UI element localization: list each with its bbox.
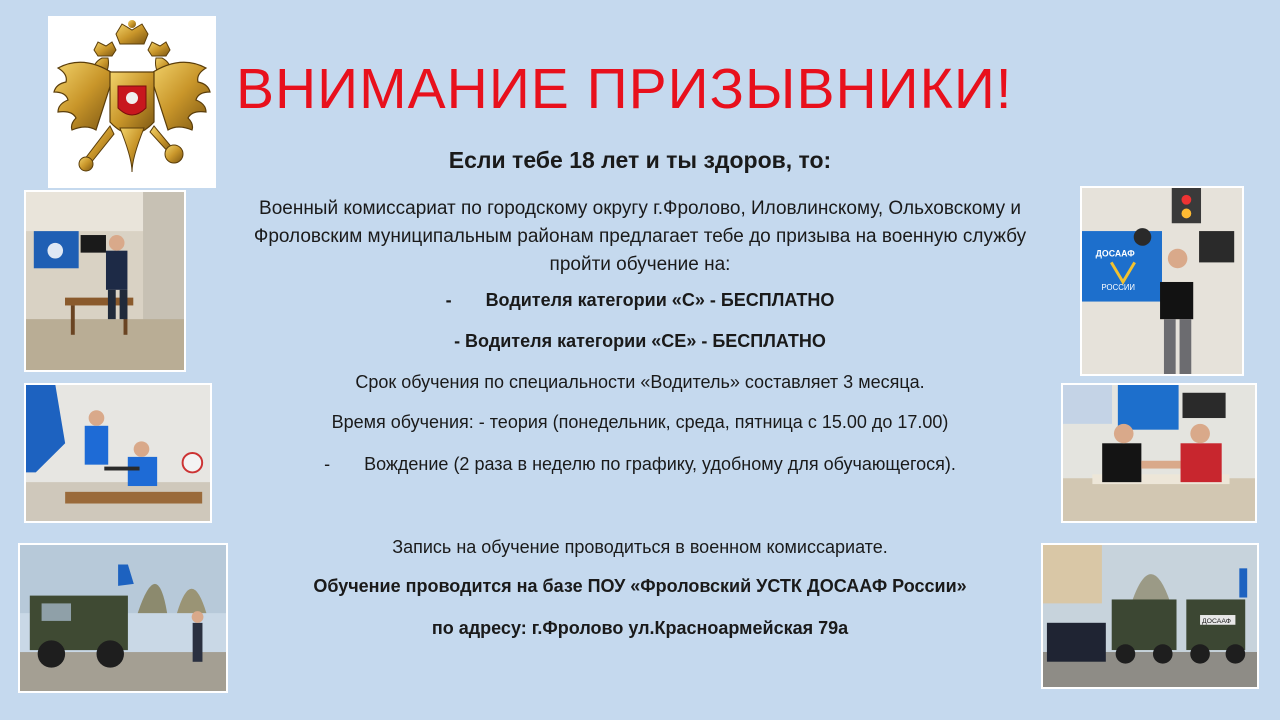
course-label: Водителя категории «С» - БЕСПЛАТНО [485, 290, 835, 310]
kettlebell-photo [1080, 186, 1244, 376]
subtitle: Если тебе 18 лет и ты здоров, то: [448, 147, 832, 173]
flag-label-russia: РОССИИ [1101, 282, 1136, 292]
schedule-text: Время обучения: - теория (понедельник, среда, пятница с 15.00 до 17.00) [331, 412, 949, 432]
intro-paragraph: Военный комиссариат по городскому округу г.Фролово, Иловлинскому, Ольховскому и Фроловским муниципальным районам предлагает тебе до призыва на военную службу пройти обучение на: [253, 198, 1027, 275]
arm-wrestling-photo [1061, 383, 1257, 523]
flag-label: ДОСААФ [1095, 248, 1135, 259]
course-item-c [230, 290, 1050, 311]
bullet-dash: - [324, 454, 331, 474]
bullet-dash: - [445, 290, 452, 310]
duration-text: Срок обучения по специальности «Водитель» составляет 3 месяца. [355, 372, 925, 392]
training-base-text: Обучение проводится на базе ПОУ «Фроловский УСТК ДОСААФ России» [313, 576, 967, 596]
trucks-parade-photo [1041, 543, 1259, 689]
address-text: по адресу: г.Фролово ул.Красноармейская 79а [431, 618, 849, 638]
page-title: ВНИМАНИЕ ПРИЗЫВНИКИ! [236, 57, 1013, 121]
coat-of-arms-image [48, 16, 216, 188]
course-item-ce [230, 331, 1050, 352]
truck-outdoor-photo [18, 543, 228, 693]
driving-label: Вождение (2 раза в неделю по графику, удобному для обучающегося). [364, 454, 956, 474]
enrollment-text: Запись на обучение проводиться в военном комиссариате. [392, 537, 888, 557]
classroom-photo [24, 190, 186, 372]
truck-door-label: ДОСААФ [1202, 617, 1231, 625]
course-label: - Водителя категории «СЕ» - БЕСПЛАТНО [454, 331, 826, 351]
driving-text [230, 454, 1050, 475]
shooting-training-photo [24, 383, 212, 523]
